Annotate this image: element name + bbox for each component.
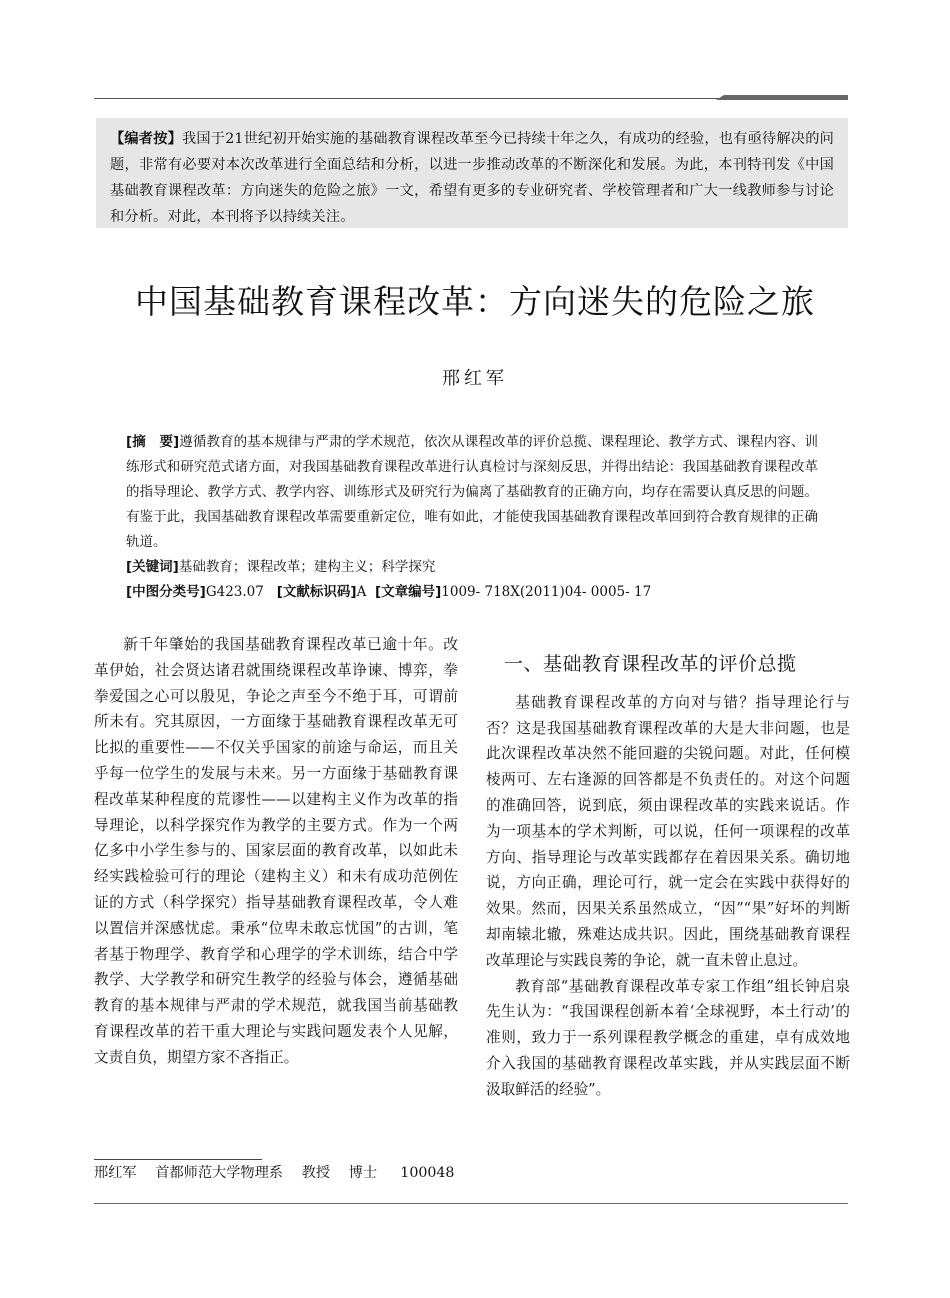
editor-note bbox=[110, 126, 834, 230]
classification-line bbox=[126, 580, 818, 605]
keywords-label: [关键词] bbox=[126, 559, 179, 575]
clc-value: G423.07 bbox=[205, 584, 264, 600]
doc-code-label: [文献标识码] bbox=[276, 584, 357, 600]
section-paragraph-2: 教育部“基础教育课程改革专家工作组”组长钟启泉先生认为：“我国课程创新本着‘全球视野，本土行动’的准则，致力于一系列课程教学概念的重建，卓有成效地介入我国的基础教育课程改革实践，并从实践层面不断汲取鲜活的经验”。 bbox=[486, 977, 850, 1098]
abstract bbox=[126, 430, 818, 555]
footer-rule bbox=[94, 1203, 848, 1204]
article-no-label: [文章编号] bbox=[374, 584, 442, 600]
doc-code-value: A bbox=[356, 584, 367, 600]
body-right-column bbox=[486, 632, 850, 1103]
abstract-label: [摘 要] bbox=[126, 434, 180, 450]
editor-note-label: 【编者按】 bbox=[110, 131, 182, 147]
article-title: 中国基础教育课程改革：方向迷失的危险之旅 bbox=[135, 282, 815, 321]
footnote-rule bbox=[94, 1159, 262, 1160]
intro-paragraph: 新千年肇始的我国基础教育课程改革已逾十年。改革伊始，社会贤达诸君就围绕课程改革诤谏、博弈，拳拳爱国之心可以殷见，争论之声至今不绝于耳，可谓前所未有。究其原因，一方面缘于基础教育课程改革无可比拟的重要性——不仅关乎国家的前途与命运，而且关乎每一位学生的发展与未来。另一方面缘于基础教育课程改革某种程度的荒谬性——以建构主义作为改革的指导理论，以科学探究作为教学的主要方式。作为一个两亿多中小学生参与的、国家层面的教育改革，以如此未经实践检验可行的理论（建构主义）和未有成功范例佐证的方式（科学探究）指导基础教育课程改革，令人难以置信并深感忧虑。秉承“位卑未敢忘忧国”的古训，笔者基于物理学、教育学和心理学的学术训练，结合中学教学、大学教学和研究生教学的经验与体会，遵循基础教育的基本规律与严肃的学术规范，就我国当前基础教育课程改革的若干重大理论与实践问题发表个人见解，文责自负，期望方家不吝指正。 bbox=[94, 636, 458, 1066]
editor-note-box bbox=[96, 118, 848, 228]
section-paragraph-1: 基础教育课程改革的方向对与错？指导理论行与否？这是我国基础教育课程改革的大是大非问题，也是此次课程改革决然不能回避的尖锐问题。对此，任何模棱两可、左右逢源的回答都是不负责任的。对这个问题的准确回答，说到底，须由课程改革的实践来说话。作为一项基本的学术判断，可以说，任何一项课程的改革方向、指导理论与改革实践都存在着因果关系。确切地说，方向正确，理论可行，就一定会在实践中获得好的效果。然而，因果关系虽然成立，“因”“果”好坏的判断却南辕北辙，殊难达成共识。因此，围绕基础教育课程改革理论与实践良莠的争论，就一直未曾止息过。 bbox=[486, 693, 850, 969]
editor-note-text: 我国于21世纪初开始实施的基础教育课程改革至今已持续十年之久，有成功的经验，也有亟待解决的问题，非常有必要对本次改革进行全面总结和分析，以进一步推动改革的不断深化和发展。为此，本刊特刊发《中国基础教育课程改革：方向迷失的危险之旅》一文，希望有更多的专业研究者、学校管理者和广大一线教师参与讨论和分析。对此，本刊将予以持续关注。 bbox=[110, 131, 834, 225]
article-author: 邢红军 bbox=[442, 368, 508, 389]
keywords-line bbox=[126, 555, 818, 580]
author-footnote: 邢红军 首都师范大学物理系 教授 博士 100048 bbox=[94, 1165, 455, 1181]
article-no-value: 1009- 718X(2011)04- 0005- 17 bbox=[441, 584, 652, 600]
abstract-block bbox=[126, 430, 818, 605]
abstract-text: 遵循教育的基本规律与严肃的学术规范，依次从课程改革的评价总揽、课程理论、教学方式、课程内容、训练形式和研究范式诸方面，对我国基础教育课程改革进行认真检讨与深刻反思，并得出结论：我国基础教育课程改革的指导理论、教学方式、教学内容、训练形式及研究行为偏离了基础教育的正确方向，均存在需要认真反思的问题。有鉴于此，我国基础教育课程改革需要重新定位，唯有如此，才能使我国基础教育课程改革回到符合教育规律的正确轨道。 bbox=[126, 434, 819, 550]
keywords-text: 基础教育；课程改革；建构主义；科学探究 bbox=[178, 559, 436, 575]
header-accent-bar bbox=[716, 95, 848, 100]
section-heading: 一、基础教育课程改革的评价总揽 bbox=[504, 653, 797, 675]
body-left-column bbox=[94, 632, 458, 1071]
clc-label: [中图分类号] bbox=[126, 584, 206, 600]
